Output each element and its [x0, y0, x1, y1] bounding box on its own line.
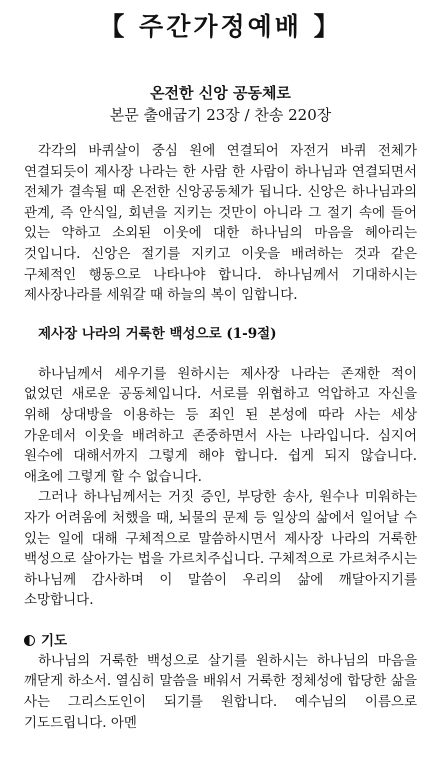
section-heading: 제사장 나라의 거룩한 백성으로 (1-9절) — [38, 325, 277, 342]
prayer-paragraph: 하나님의 거룩한 백성으로 살기를 원하시는 하나님의 마음을 깨닫게 하소서. 열심히 말씀을 배워서 거룩한 정체성에 합당한 삶을 사는 그리스도인이 되기를 원합니다. 예수님의 이름으로 기도드립니다. 아멘 — [24, 652, 417, 731]
document-page — [0, 9, 439, 771]
scripture-reference: 본문 출애굽기 23장 / 찬송 220장 — [109, 106, 332, 124]
half-filled-circle-icon — [24, 635, 35, 646]
prayer-heading-label: 기도 — [41, 632, 68, 649]
sermon-subtitle: 온전한 신앙 공동체로 — [150, 84, 291, 102]
intro-paragraph: 각각의 바퀴살이 중심 원에 연결되어 자전거 바퀴 전체가 연결되듯이 제사장 나라는 한 사람 한 사람이 하나님과 연결되면서 전체가 결속될 때 온전한 신앙공동체가 됩니다. 신앙은 하나님과의 관계, 즉 안식일, 회년을 지키는 것만이 아니라 그 절기 속에 들어 있는 약하고 소외된 이웃에 대한 하나님의 마음을 헤아리는 것입니다. 신앙은 절기를 지키고 이웃을 배려하는 것과 같은 구체적인 행동으로 나타나야 합니다. 하나님께서 기대하시는 제사장나라를 세워갈 때 하늘의 복이 임합니다. — [24, 143, 417, 304]
body-paragraph-1: 하나님께서 세우기를 원하시는 제사장 나라는 존재한 적이 없었던 새로운 공동체입니다. 서로를 위협하고 억압하고 자신을 위해 상대방을 이용하는 등 죄인 된 본성에 따라 사는 세상 가운데서 이웃을 배려하고 존중하면서 사는 나라입니다. 심지어 원수에 대해서까지 그렇게 해야 합니다. 쉽게 되지 않습니다. 애초에 그렇게 할 수 없습니다. — [24, 365, 417, 485]
body-paragraph-2: 그러나 하나님께서는 거짓 증인, 부당한 송사, 원수나 미워하는 자가 어려움에 처했을 때, 뇌물의 문제 등 일상의 삶에서 일어날 수 있는 일에 대해 구체적으로 말씀하시면서 제사장 나라의 거룩한 백성으로 살아가는 법을 가르치주십니다. 구체적으로 가르쳐주시는 하나님께 감사하며 이 말씀이 우리의 삶에 깨달아지기를 소망합니다. — [24, 489, 417, 609]
page-title: 【 주간가정예배 】 — [99, 12, 342, 41]
prayer-heading — [24, 631, 417, 651]
